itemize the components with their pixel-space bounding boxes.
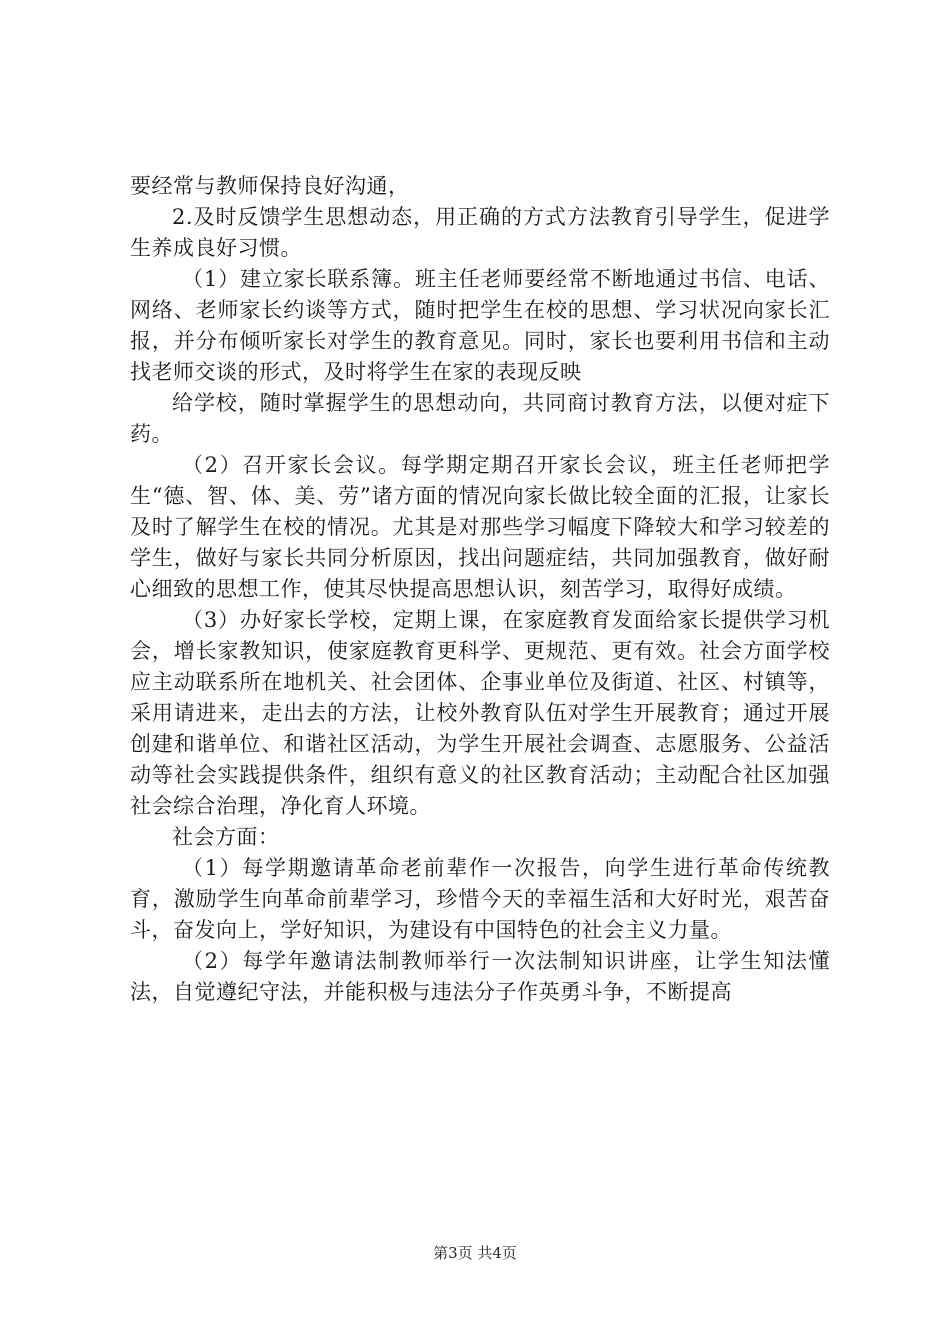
document-body <box>130 171 830 1008</box>
paragraph-6: （3）办好家长学校，定期上课，在家庭教育发面给家长提供学习机会，增长家教知识，使家庭教育更科学、更规范、更有效。社会方面学校应主动联系所在地机关、社会团体、企事业单位及街道、社区、村镇等，采用请进来，走出去的方法，让校外教育队伍对学生开展教育；通过开展创建和谐单位、和谐社区活动，为学生开展社会调查、志愿服务、公益活动等社会实践提供条件，组织有意义的社区教育活动；主动配合社区加强社会综合治理，净化育人环境。 <box>130 608 830 818</box>
paragraph-3: （1）建立家长联系簿。班主任老师要经常不断地通过书信、电话、网络、老师家长约谈等方式，随时把学生在校的思想、学习状况向家长汇报，并分布倾听家长对学生的教育意见。同时，家长也要利用书信和主动找老师交谈的形式，及时将学生在家的表现反映 <box>130 267 830 384</box>
paragraph-9: （2）每学年邀请法制教师举行一次法制知识讲座，让学生知法懂法，自觉遵纪守法，并能积极与违法分子作英勇斗争，不断提高 <box>130 949 830 1004</box>
paragraph-1: 要经常与教师保持良好沟通， <box>130 174 410 198</box>
page-number-footer: 第3页 共4页 <box>433 1244 517 1262</box>
paragraph-8: （1）每学期邀请革命老前辈作一次报告，向学生进行革命传统教育，激励学生向革命前辈学习，珍惜今天的幸福生活和大好时光，艰苦奋斗，奋发向上，学好知识，为建设有中国特色的社会主义力量。 <box>130 856 830 942</box>
paragraph-2: 2.及时反馈学生思想动态，用正确的方式方法教育引导学生，促进学生养成良好习惯。 <box>130 205 830 260</box>
paragraph-5: （2）召开家长会议。每学期定期召开家长会议，班主任老师把学生“德、智、体、美、劳”诸方面的情况向家长做比较全面的汇报，让家长及时了解学生在校的情况。尤其是对那些学习幅度下降较大和学习较差的学生，做好与家长共同分析原因，找出问题症结，共同加强教育，做好耐心细致的思想工作，使其尽快提高思想认识，刻苦学习，取得好成绩。 <box>130 453 830 601</box>
paragraph-4: 给学校，随时掌握学生的思想动向，共同商讨教育方法，以便对症下药。 <box>130 391 830 446</box>
paragraph-7: 社会方面： <box>172 825 280 849</box>
